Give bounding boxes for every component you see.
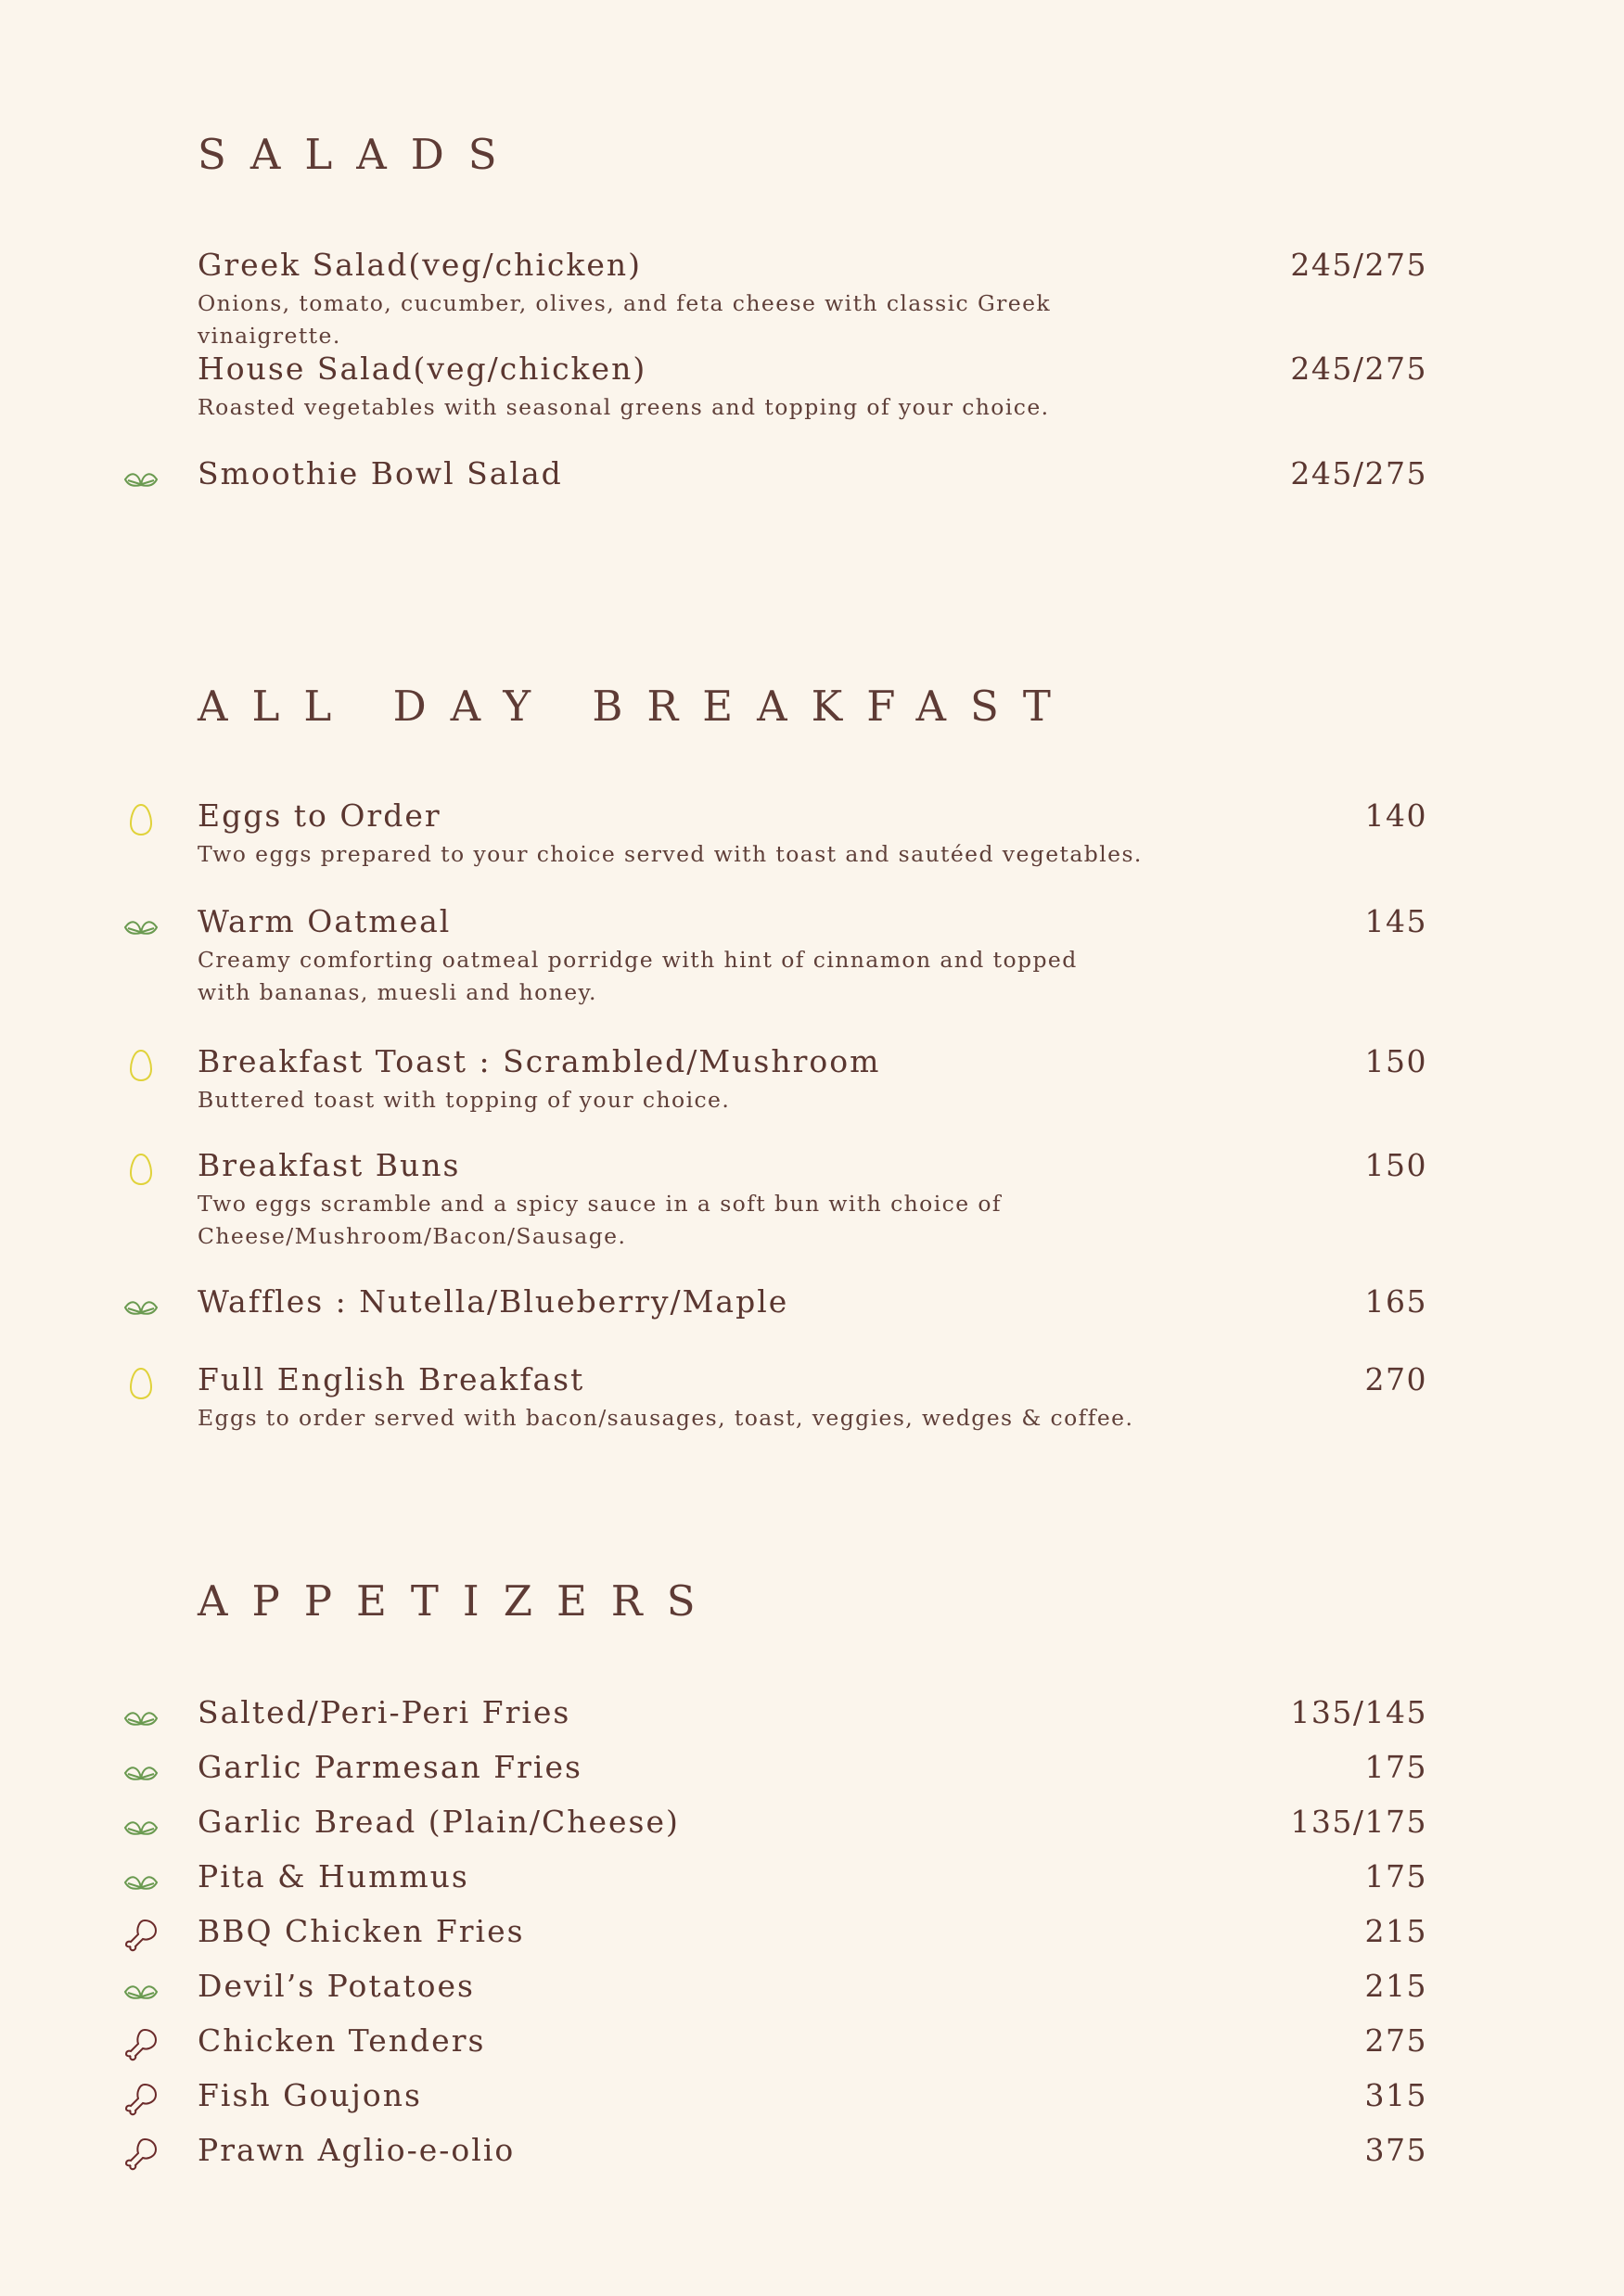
item-description: Buttered toast with topping of your choice. (198, 1087, 731, 1113)
item-name: Full English Breakfast (198, 1361, 585, 1397)
item-description: Roasted vegetables with seasonal greens and topping of your choice. (198, 394, 1050, 420)
egg-icon (122, 1365, 160, 1402)
item-price: 140 (1364, 797, 1427, 834)
item-price: 215 (1364, 1968, 1427, 2004)
item-price: 270 (1364, 1361, 1427, 1397)
item-name: Garlic Bread (Plain/Cheese) (198, 1804, 680, 1840)
item-price: 245/275 (1290, 351, 1427, 387)
item-name: Smoothie Bowl Salad (198, 455, 563, 491)
egg-icon (122, 1151, 160, 1188)
drumstick-icon (122, 2136, 160, 2173)
item-name: Waffles : Nutella/Blueberry/Maple (198, 1283, 789, 1320)
leaf-icon (122, 1753, 160, 1790)
leaf-icon (122, 1862, 160, 1899)
item-description: Onions, tomato, cucumber, olives, and feta cheese with classic Greek vinaigrette. (198, 290, 1052, 349)
item-price: 150 (1364, 1147, 1427, 1183)
drumstick-icon (122, 2081, 160, 2118)
item-price: 145 (1364, 903, 1427, 939)
item-price: 245/275 (1290, 247, 1427, 283)
item-name: BBQ Chicken Fries (198, 1913, 525, 1949)
item-name: Pita & Hummus (198, 1858, 469, 1894)
item-name: Greek Salad(veg/chicken) (198, 247, 643, 283)
drumstick-icon (122, 1917, 160, 1954)
item-price: 245/275 (1290, 455, 1427, 491)
leaf-icon (122, 1287, 160, 1324)
leaf-icon (122, 1698, 160, 1735)
item-name: House Salad(veg/chicken) (198, 351, 647, 387)
item-description: Two eggs scramble and a spicy sauce in a soft bun with choice of Cheese/Mushroom/Bacon/Sausage. (198, 1191, 1003, 1249)
item-description: Eggs to order served with bacon/sausages, toast, veggies, wedges & coffee. (198, 1405, 1134, 1431)
item-price: 175 (1364, 1858, 1427, 1894)
section-title-appetizers: APPETIZERS (198, 1576, 720, 1626)
item-name: Warm Oatmeal (198, 903, 452, 939)
item-price: 135/145 (1290, 1694, 1427, 1730)
item-price: 135/175 (1290, 1804, 1427, 1840)
leaf-icon (122, 1807, 160, 1844)
item-name: Devil’s Potatoes (198, 1968, 475, 2004)
item-name: Breakfast Toast : Scrambled/Mushroom (198, 1043, 881, 1079)
section-title-salads: SALADS (198, 130, 521, 179)
item-name: Eggs to Order (198, 797, 441, 834)
item-description: Creamy comforting oatmeal porridge with hint of cinnamon and topped with bananas, muesli and honey. (198, 947, 1078, 1005)
drumstick-icon (122, 2026, 160, 2063)
item-price: 315 (1364, 2077, 1427, 2113)
egg-icon (122, 1047, 160, 1084)
item-price: 150 (1364, 1043, 1427, 1079)
item-description: Two eggs prepared to your choice served with toast and sautéed vegetables. (198, 841, 1143, 867)
item-price: 375 (1364, 2132, 1427, 2168)
leaf-icon (122, 907, 160, 944)
item-price: 165 (1364, 1283, 1427, 1320)
egg-icon (122, 801, 160, 838)
item-name: Fish Goujons (198, 2077, 422, 2113)
item-price: 215 (1364, 1913, 1427, 1949)
item-name: Garlic Parmesan Fries (198, 1749, 582, 1785)
section-title-all-day-breakfast: ALL DAY BREAKFAST (198, 682, 1075, 731)
item-price: 175 (1364, 1749, 1427, 1785)
item-name: Chicken Tenders (198, 2022, 486, 2059)
item-name: Salted/Peri-Peri Fries (198, 1694, 571, 1730)
leaf-icon (122, 459, 160, 496)
leaf-icon (122, 1971, 160, 2009)
item-price: 275 (1364, 2022, 1427, 2059)
item-name: Breakfast Buns (198, 1147, 461, 1183)
item-name: Prawn Aglio-e-olio (198, 2132, 516, 2168)
